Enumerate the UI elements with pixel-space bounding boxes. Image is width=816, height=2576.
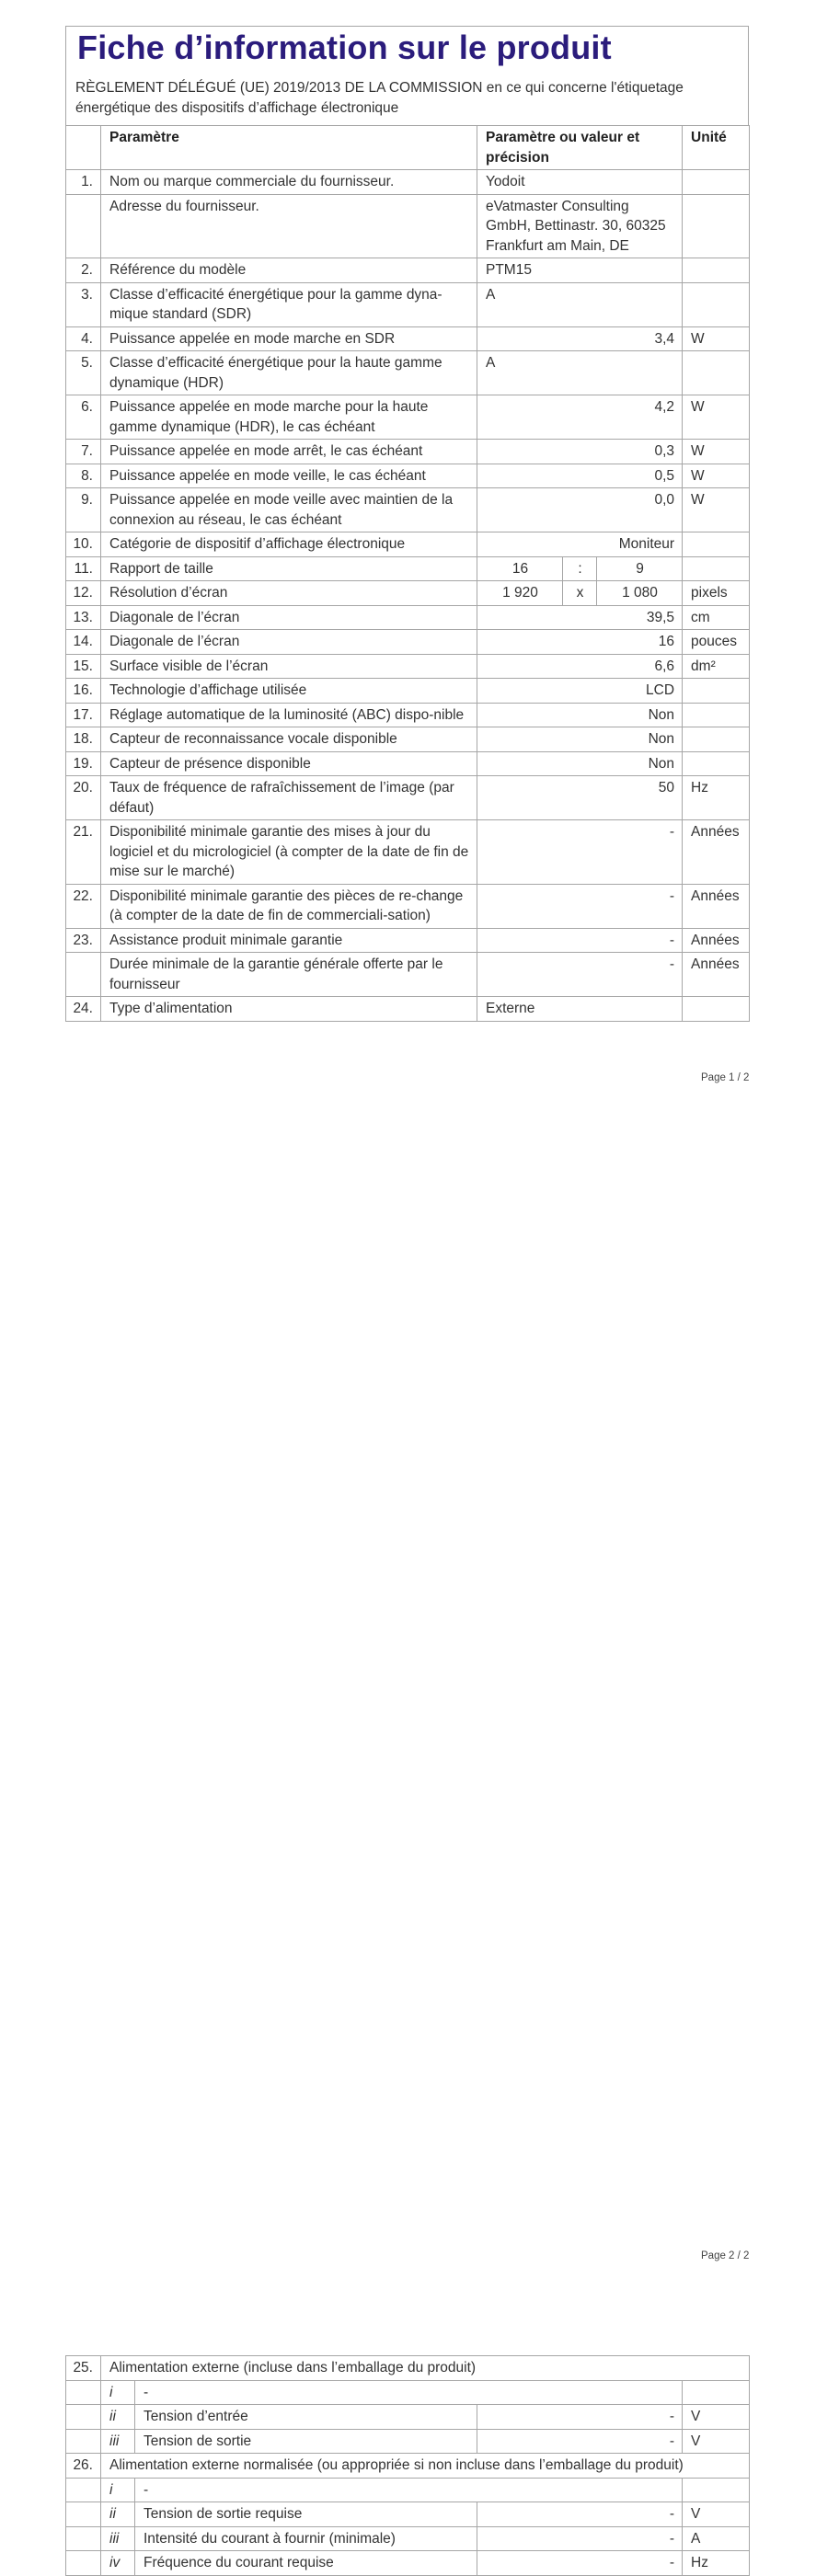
row-unit: W (683, 395, 750, 440)
row-number: 22. (66, 884, 101, 928)
table-row (66, 326, 750, 351)
row-value: A (477, 282, 683, 326)
row-value: 50 (477, 776, 683, 820)
table-row (66, 953, 750, 997)
row-unit (683, 727, 750, 752)
row-number: 2. (66, 258, 101, 283)
resolution-width: 1 920 (477, 581, 563, 606)
row-parameter: Assistance produit minimale garantie (101, 928, 477, 953)
resolution-height: 1 080 (597, 581, 683, 606)
table-row (66, 928, 750, 953)
spacer-cell (66, 2551, 101, 2576)
row-number: 14. (66, 630, 101, 655)
product-info-table (65, 125, 750, 1022)
sub-value: - (477, 2502, 683, 2527)
table-row (66, 630, 750, 655)
row-parameter: Capteur de reconnaissance vocale disponible (101, 727, 477, 752)
row-unit: W (683, 440, 750, 464)
sub-index: iii (101, 2429, 135, 2454)
row-value: - (477, 953, 683, 997)
document-title: Fiche d’information sur le produit (77, 29, 612, 66)
table-row (66, 556, 750, 581)
row-unit (683, 751, 750, 776)
row-parameter: Puissance appelée en mode veille, le cas échéant (101, 464, 477, 488)
table-header-row (66, 126, 750, 170)
spacer-cell (66, 2429, 101, 2454)
row-number: 6. (66, 395, 101, 440)
row-parameter: Durée minimale de la garantie générale offerte par le fournisseur (101, 953, 477, 997)
table-row (66, 2380, 750, 2405)
sub-label: Tension de sortie requise (135, 2502, 477, 2527)
row-number: 23. (66, 928, 101, 953)
row-value: 0,5 (477, 464, 683, 488)
row-parameter: Disponibilité minimale garantie des mises à jour du logiciel et du micrologiciel (à compter de la date de fin de mise sur le marché) (101, 820, 477, 885)
table-row (66, 2429, 750, 2454)
table-row (66, 464, 750, 488)
section-header-row (66, 2454, 750, 2479)
spacer-cell (66, 2502, 101, 2527)
row-unit (683, 258, 750, 283)
row-unit: pixels (683, 581, 750, 606)
page-number: Page 1 / 2 (701, 1072, 750, 1083)
row-unit: Hz (683, 776, 750, 820)
sub-label: Fréquence du courant requise (135, 2551, 477, 2576)
table-row (66, 605, 750, 630)
section-title: Alimentation externe (incluse dans l’emballage du produit) (101, 2356, 750, 2381)
row-parameter: Rapport de taille (101, 556, 477, 581)
header-value: Paramètre ou valeur et précision (477, 126, 683, 170)
row-parameter: Capteur de présence disponible (101, 751, 477, 776)
row-value: LCD (477, 679, 683, 704)
row-unit (683, 170, 750, 195)
row-unit (683, 532, 750, 557)
document-header (65, 26, 749, 125)
table-row (66, 776, 750, 820)
row-parameter: Puissance appelée en mode veille avec maintien de la connexion au réseau, le cas échéant (101, 488, 477, 532)
row-unit: Années (683, 820, 750, 885)
sub-value: - (477, 2551, 683, 2576)
row-value: 3,4 (477, 326, 683, 351)
table-row (66, 351, 750, 395)
sub-value: - (477, 2526, 683, 2551)
table-row (66, 258, 750, 283)
table-row (66, 884, 750, 928)
row-number: 17. (66, 703, 101, 727)
row-value: A (477, 351, 683, 395)
table-row (66, 170, 750, 195)
row-value: - (477, 928, 683, 953)
row-unit (683, 679, 750, 704)
row-unit (683, 194, 750, 258)
spacer-cell (66, 2526, 101, 2551)
aspect-ratio-height: 9 (597, 556, 683, 581)
sub-unit: V (683, 2429, 750, 2454)
row-value: 4,2 (477, 395, 683, 440)
table-row (66, 679, 750, 704)
sub-unit: A (683, 2526, 750, 2551)
table-row (66, 751, 750, 776)
spacer-cell (66, 2478, 101, 2502)
row-value: 0,3 (477, 440, 683, 464)
sub-index: iii (101, 2526, 135, 2551)
row-parameter: Résolution d’écran (101, 581, 477, 606)
sub-index: i (101, 2380, 135, 2405)
row-value: PTM15 (477, 258, 683, 283)
sub-index: i (101, 2478, 135, 2502)
header-number-cell (66, 126, 101, 170)
spacer-cell (66, 2405, 101, 2430)
row-parameter: Disponibilité minimale garantie des pièces de re-change (à compter de la date de fin de commerciali-sation) (101, 884, 477, 928)
table-row (66, 2551, 750, 2576)
sub-index: ii (101, 2502, 135, 2527)
sub-unit: Hz (683, 2551, 750, 2576)
row-value: Non (477, 703, 683, 727)
row-parameter: Taux de fréquence de rafraîchissement de l’image (par défaut) (101, 776, 477, 820)
sub-label: Tension d’entrée (135, 2405, 477, 2430)
row-number: 20. (66, 776, 101, 820)
row-unit: dm² (683, 654, 750, 679)
row-value: Yodoit (477, 170, 683, 195)
row-parameter: Diagonale de l’écran (101, 630, 477, 655)
table-row (66, 2405, 750, 2430)
row-number: 5. (66, 351, 101, 395)
sub-label: Intensité du courant à fournir (minimale) (135, 2526, 477, 2551)
table-row (66, 654, 750, 679)
row-parameter: Nom ou marque commerciale du fournisseur. (101, 170, 477, 195)
row-number: 16. (66, 679, 101, 704)
row-number: 13. (66, 605, 101, 630)
row-parameter: Classe d’efficacité énergétique pour la haute gamme dynamique (HDR) (101, 351, 477, 395)
sub-unit: V (683, 2502, 750, 2527)
sub-index: iv (101, 2551, 135, 2576)
table-row (66, 282, 750, 326)
row-unit (683, 351, 750, 395)
row-unit: Années (683, 928, 750, 953)
aspect-ratio-separator: : (563, 556, 597, 581)
aspect-ratio-width: 16 (477, 556, 563, 581)
page-1 (0, 0, 816, 1154)
row-unit: W (683, 488, 750, 532)
row-parameter: Référence du modèle (101, 258, 477, 283)
row-unit: cm (683, 605, 750, 630)
row-parameter: Classe d’efficacité énergétique pour la gamme dyna-mique standard (SDR) (101, 282, 477, 326)
row-parameter: Puissance appelée en mode marche en SDR (101, 326, 477, 351)
row-value: 39,5 (477, 605, 683, 630)
sub-index: ii (101, 2405, 135, 2430)
row-value: - (477, 884, 683, 928)
section-number: 25. (66, 2356, 101, 2381)
table-row (66, 488, 750, 532)
row-value: Non (477, 727, 683, 752)
table-row (66, 727, 750, 752)
row-value: Non (477, 751, 683, 776)
page-number: Page 2 / 2 (701, 2250, 750, 2261)
table-row (66, 194, 750, 258)
sub-unit (683, 2478, 750, 2502)
table-row (66, 581, 750, 606)
row-parameter: Puissance appelée en mode marche pour la haute gamme dynamique (HDR), le cas échéant (101, 395, 477, 440)
table-row (66, 395, 750, 440)
row-unit: W (683, 464, 750, 488)
table-row (66, 820, 750, 885)
row-number: 9. (66, 488, 101, 532)
row-unit: W (683, 326, 750, 351)
row-unit (683, 703, 750, 727)
sub-unit (683, 2380, 750, 2405)
row-number: 8. (66, 464, 101, 488)
table-row (66, 2502, 750, 2527)
row-unit (683, 997, 750, 1022)
row-unit: Années (683, 953, 750, 997)
table-row (66, 440, 750, 464)
row-value: eVatmaster Consulting GmbH, Bettinastr. 30, 60325 Frankfurt am Main, DE (477, 194, 683, 258)
row-parameter: Réglage automatique de la luminosité (ABC) dispo-nible (101, 703, 477, 727)
row-number: 7. (66, 440, 101, 464)
row-unit: pouces (683, 630, 750, 655)
row-number: 1. (66, 170, 101, 195)
spacer-cell (66, 2380, 101, 2405)
row-unit: Années (683, 884, 750, 928)
row-parameter: Adresse du fournisseur. (101, 194, 477, 258)
row-value: Externe (477, 997, 683, 1022)
row-unit (683, 282, 750, 326)
resolution-separator: x (563, 581, 597, 606)
table-row (66, 2526, 750, 2551)
row-parameter: Type d’alimentation (101, 997, 477, 1022)
row-parameter: Puissance appelée en mode arrêt, le cas échéant (101, 440, 477, 464)
sub-value: - (477, 2429, 683, 2454)
table-row (66, 2478, 750, 2502)
row-parameter: Surface visible de l’écran (101, 654, 477, 679)
row-value: 6,6 (477, 654, 683, 679)
table-row (66, 997, 750, 1022)
row-number: 21. (66, 820, 101, 885)
sub-value: - (477, 2405, 683, 2430)
row-number: 19. (66, 751, 101, 776)
header-parameter: Paramètre (101, 126, 477, 170)
sub-label: - (135, 2478, 683, 2502)
table-row (66, 703, 750, 727)
page-2 (0, 1154, 816, 2570)
sub-label: Tension de sortie (135, 2429, 477, 2454)
sub-label: - (135, 2380, 683, 2405)
row-number: 24. (66, 997, 101, 1022)
row-parameter: Catégorie de dispositif d’affichage électronique (101, 532, 477, 557)
row-number: 3. (66, 282, 101, 326)
section-number: 26. (66, 2454, 101, 2479)
regulation-reference: RÈGLEMENT DÉLÉGUÉ (UE) 2019/2013 DE LA COMMISSION en ce qui concerne l'étiquetage énergétique des dispositifs d’affichage électronique (75, 80, 684, 116)
section-header-row (66, 2356, 750, 2381)
power-supply-table (65, 2355, 750, 2576)
row-value: 0,0 (477, 488, 683, 532)
row-value: Moniteur (477, 532, 683, 557)
row-parameter: Diagonale de l’écran (101, 605, 477, 630)
header-unit: Unité (683, 126, 750, 170)
row-number: 12. (66, 581, 101, 606)
row-number: 18. (66, 727, 101, 752)
sub-unit: V (683, 2405, 750, 2430)
table-row (66, 532, 750, 557)
row-number: 11. (66, 556, 101, 581)
row-unit (683, 556, 750, 581)
row-parameter: Technologie d’affichage utilisée (101, 679, 477, 704)
row-value: - (477, 820, 683, 885)
section-title: Alimentation externe normalisée (ou appropriée si non incluse dans l’emballage du produit) (101, 2454, 750, 2479)
row-number: 15. (66, 654, 101, 679)
row-number: 4. (66, 326, 101, 351)
row-value: 16 (477, 630, 683, 655)
row-number: 10. (66, 532, 101, 557)
row-number (66, 194, 101, 258)
row-number (66, 953, 101, 997)
